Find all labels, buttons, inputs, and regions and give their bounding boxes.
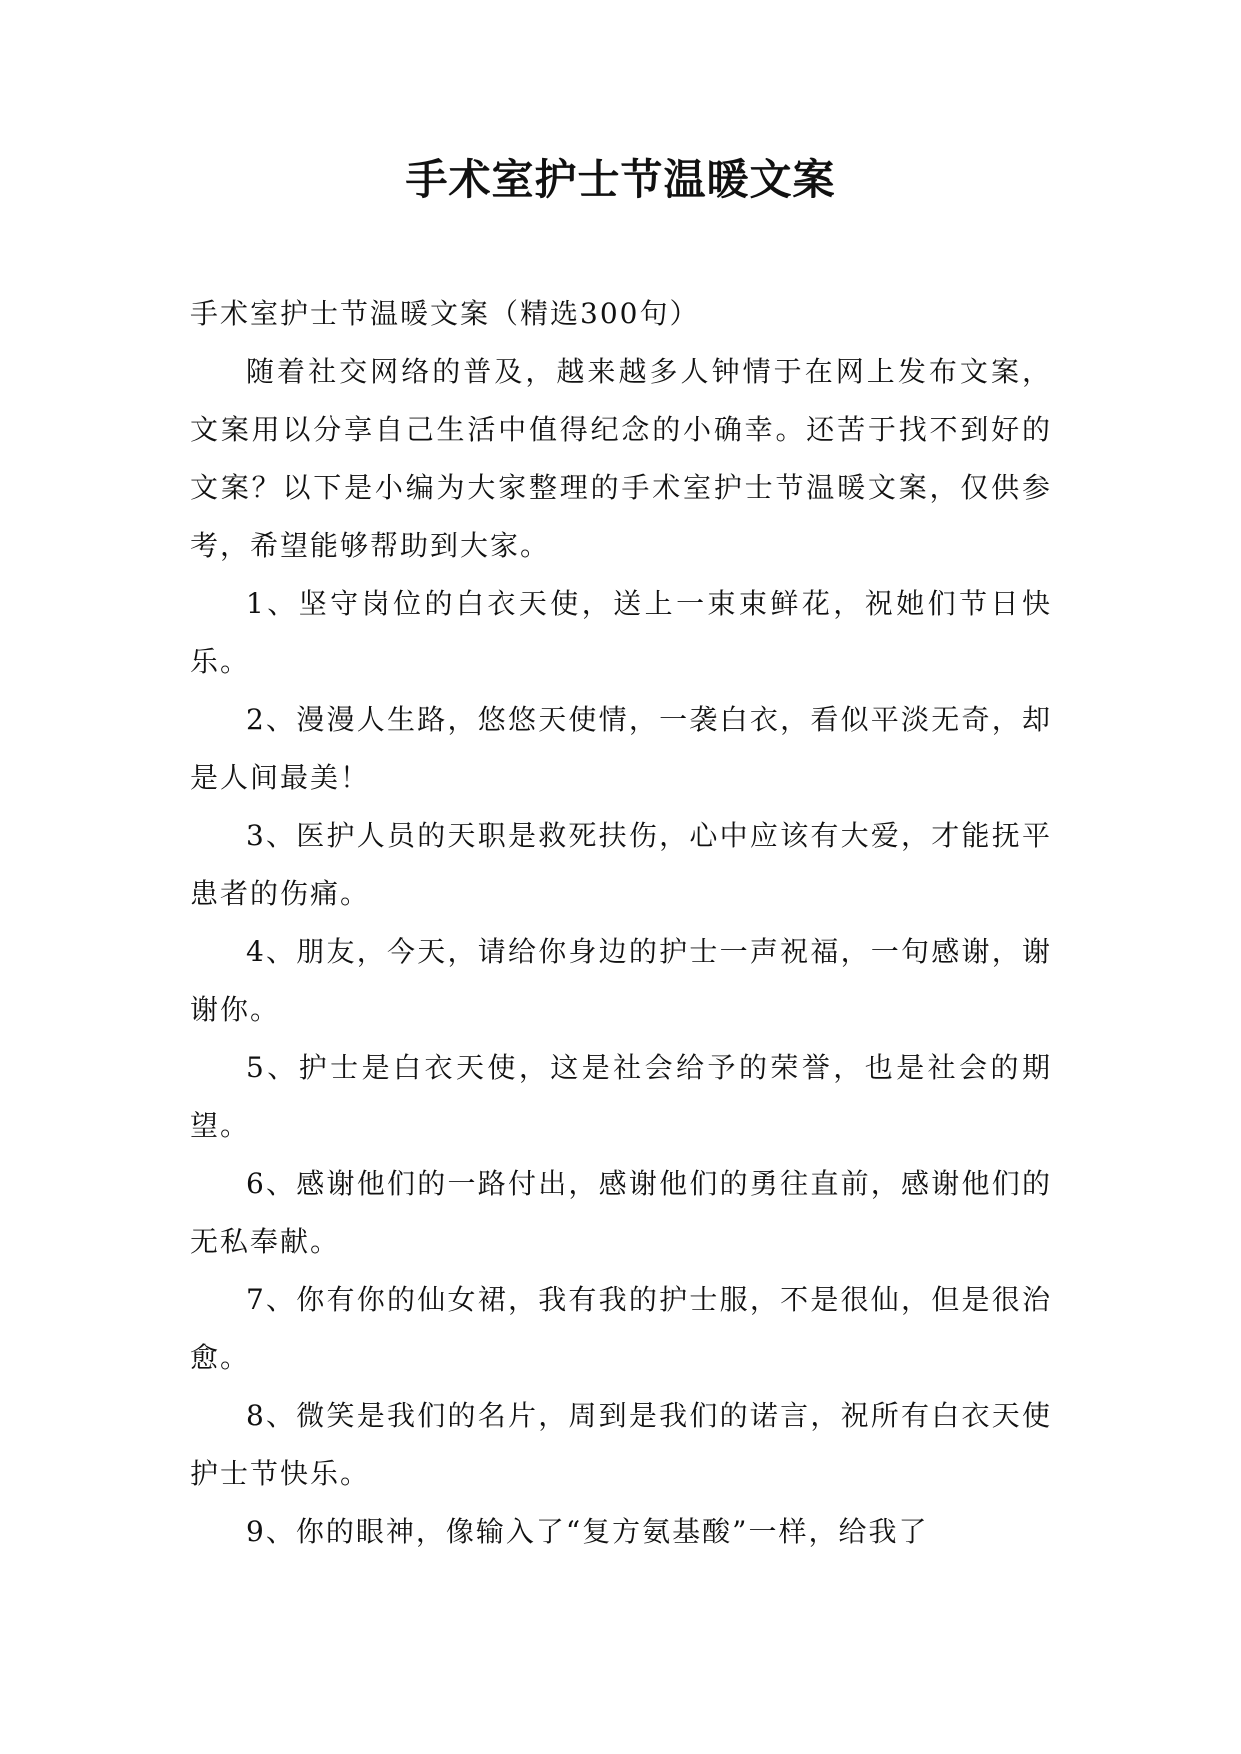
list-item: 1、坚守岗位的白衣天使，送上一束束鲜花，祝她们节日快乐。 — [190, 587, 1052, 678]
document-title: 手术室护士节温暖文案 — [405, 155, 836, 204]
document-body — [190, 285, 1052, 1561]
list-item: 6、感谢他们的一路付出，感谢他们的勇往直前，感谢他们的无私奉献。 — [190, 1167, 1052, 1258]
list-item: 8、微笑是我们的名片，周到是我们的诺言，祝所有白衣天使护士节快乐。 — [190, 1399, 1052, 1490]
list-item: 2、漫漫人生路，悠悠天使情，一袭白衣，看似平淡无奇，却是人间最美！ — [190, 703, 1052, 794]
list-item: 7、你有你的仙女裙，我有我的护士服，不是很仙，但是很治愈。 — [190, 1283, 1052, 1374]
list-item: 9、你的眼神，像输入了“复方氨基酸”一样，给我了 — [246, 1515, 929, 1548]
list-item: 5、护士是白衣天使，这是社会给予的荣誉，也是社会的期望。 — [190, 1051, 1052, 1142]
list-item: 3、医护人员的天职是救死扶伤，心中应该有大爱，才能抚平患者的伤痛。 — [190, 819, 1052, 910]
document-subtitle: 手术室护士节温暖文案（精选300句） — [190, 297, 700, 330]
intro-paragraph: 随着社交网络的普及，越来越多人钟情于在网上发布文案，文案用以分享自己生活中值得纪念的小确幸。还苦于找不到好的文案？以下是小编为大家整理的手术室护士节温暖文案，仅供参考，希望能够帮助到大家。 — [190, 355, 1052, 562]
list-item: 4、朋友，今天，请给你身边的护士一声祝福，一句感谢，谢谢你。 — [190, 935, 1052, 1026]
